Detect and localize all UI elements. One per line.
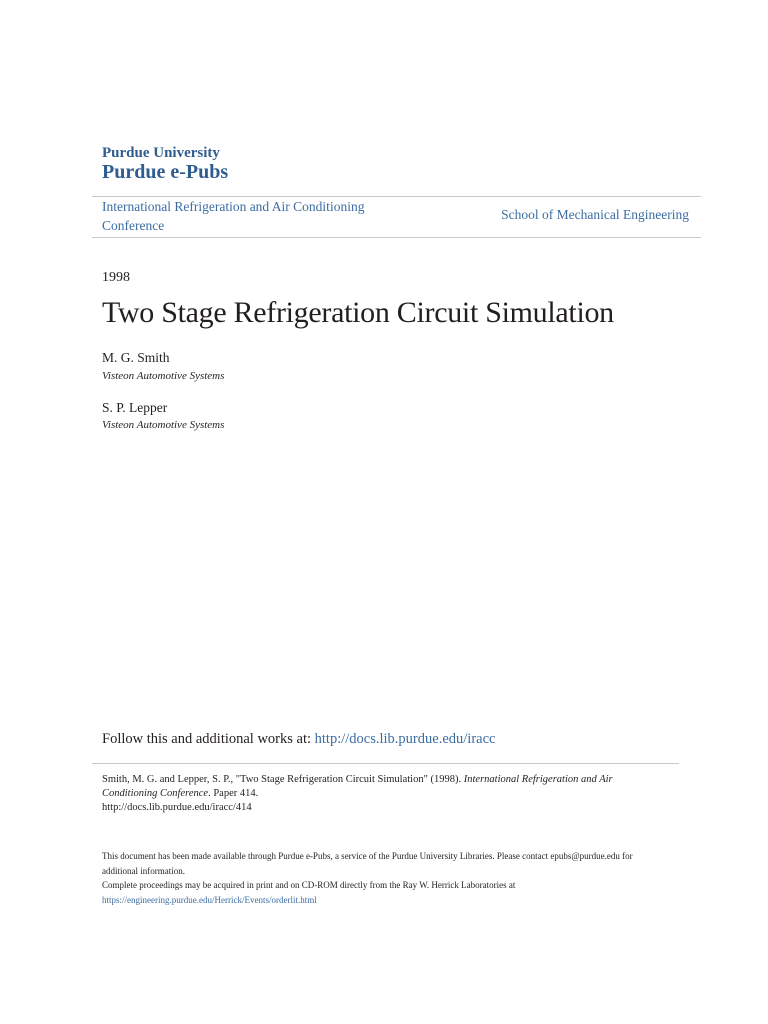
paper-title: Two Stage Refrigeration Circuit Simulation — [102, 296, 614, 329]
citation-divider — [92, 763, 679, 764]
follow-line — [102, 731, 495, 748]
citation-journal: International Refrigeration and Air Conditioning Conference — [102, 774, 613, 799]
conference-link[interactable]: International Refrigeration and Air Conditioning Conference — [102, 199, 365, 233]
author-name: S. P. Lepper — [102, 400, 168, 415]
citation-text: Smith, M. G. and Lepper, S. P., "Two Stage Refrigeration Circuit Simulation" (1998). — [102, 774, 462, 785]
notice-availability: This document has been made available through Purdue e-Pubs, a service of the Purdue University Libraries. Please contact epubs@purdue.edu for additional information. — [102, 851, 633, 876]
citation-block — [102, 773, 668, 815]
publication-year: 1998 — [102, 270, 130, 285]
author-affiliation: Visteon Automotive Systems — [102, 419, 225, 431]
citation-paper-number: . Paper 414. — [208, 788, 259, 799]
university-name: Purdue University — [102, 145, 220, 161]
school-link[interactable]: School of Mechanical Engineering — [501, 207, 689, 222]
follow-text: Follow this and additional works at: — [102, 731, 312, 747]
author-affiliation: Visteon Automotive Systems — [102, 370, 225, 382]
author-name: M. G. Smith — [102, 350, 170, 365]
notice-proceedings — [102, 878, 668, 907]
top-divider — [92, 196, 701, 197]
notice-proceedings-text: Complete proceedings may be acquired in print and on CD-ROM directly from the Ray W. Herrick Laboratories at — [102, 880, 516, 890]
citation-url[interactable]: http://docs.lib.purdue.edu/iracc/414 — [102, 802, 252, 813]
collection-link[interactable]: http://docs.lib.purdue.edu/iracc — [314, 731, 496, 747]
herrick-orderlit-link[interactable]: https://engineering.purdue.edu/Herrick/Events/orderlit.html — [102, 894, 317, 905]
repository-link[interactable]: Purdue e-Pubs — [102, 161, 229, 183]
notice-block — [102, 849, 668, 907]
header-divider — [92, 237, 701, 238]
